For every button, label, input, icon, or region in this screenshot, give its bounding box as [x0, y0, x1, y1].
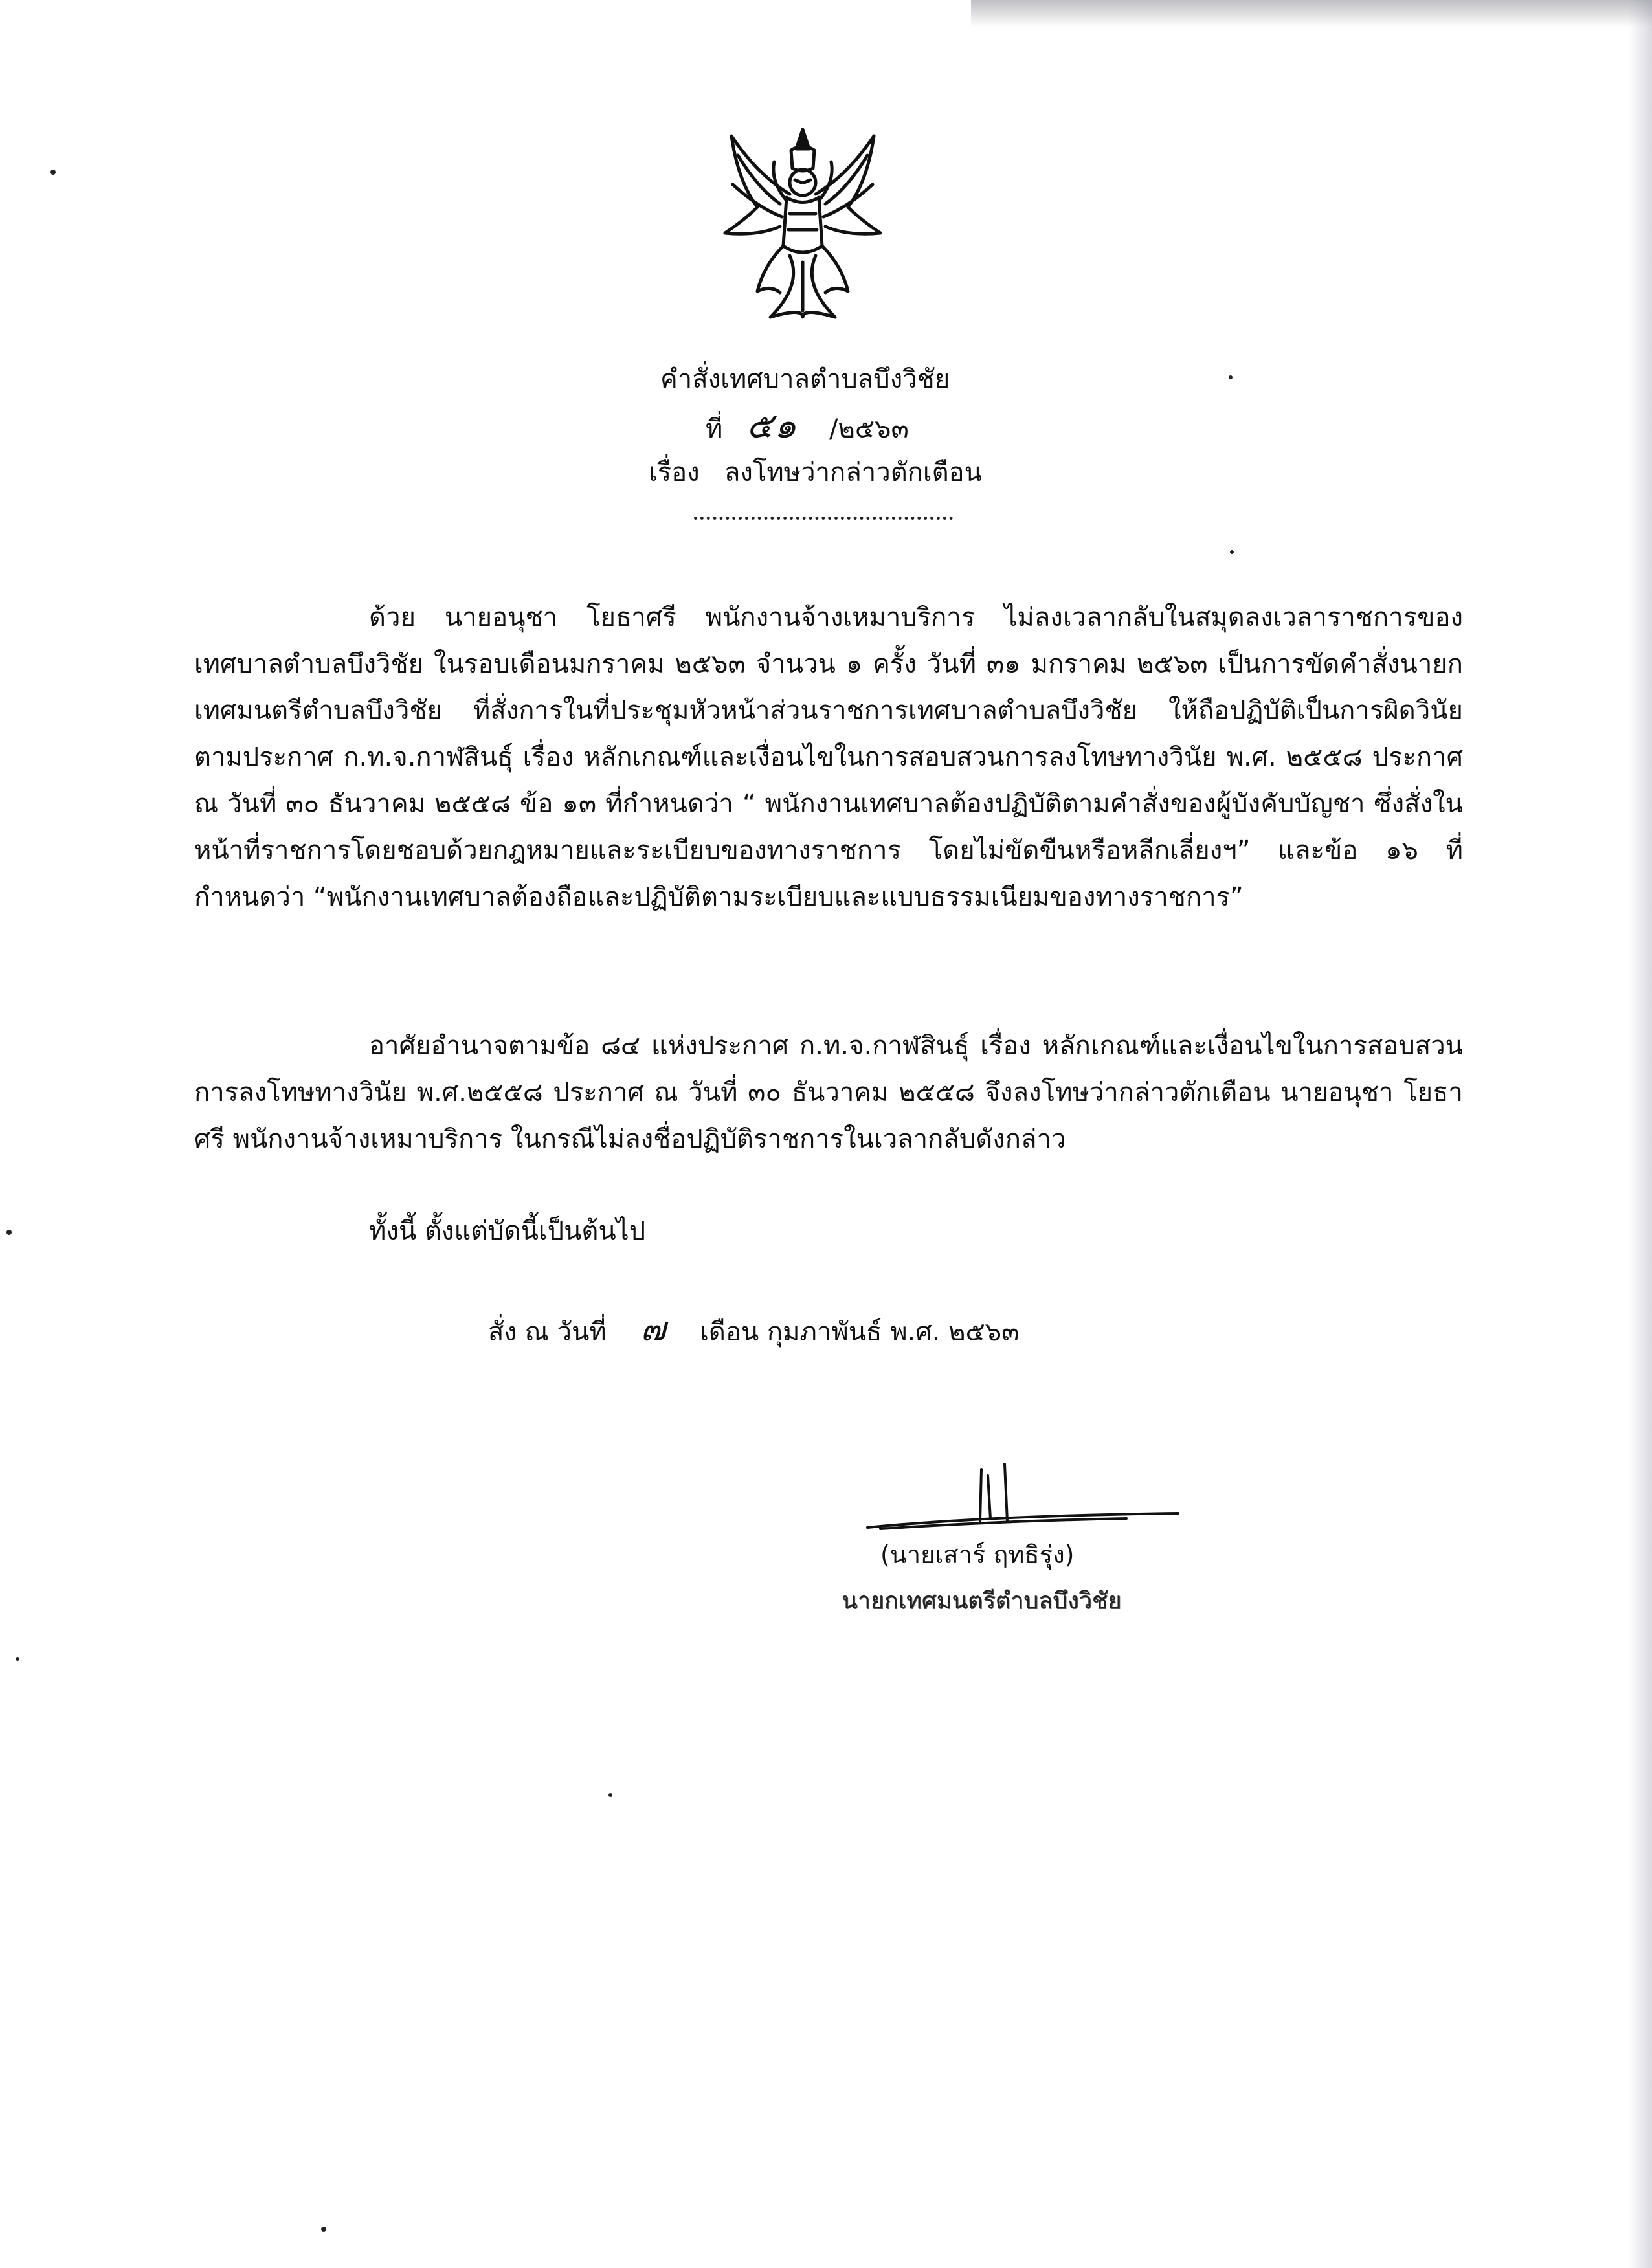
scan-speck [1229, 375, 1233, 379]
scan-speck [16, 1657, 19, 1661]
scan-speck [50, 170, 56, 175]
garuda-emblem-icon [719, 123, 887, 330]
dateline-day: ๗ [640, 1310, 666, 1349]
dateline-suffix: เดือน กุมภาพันธ์ พ.ศ. ๒๕๖๓ [700, 1317, 1020, 1347]
signer-name: (นายเสาร์ ฤทธิรุ่ง) [880, 1540, 1075, 1569]
order-year: /๒๕๖๓ [829, 414, 909, 444]
scan-speck [608, 1793, 612, 1797]
header-divider [694, 511, 953, 520]
scan-edge-shadow [1629, 0, 1652, 2268]
dateline-prefix: สั่ง ณ วันที่ [488, 1317, 607, 1347]
subject-label: เรื่อง [649, 458, 700, 487]
order-number-line [706, 406, 1094, 449]
order-title: คำสั่งเทศบาลตำบลบึงวิชัย [660, 364, 950, 394]
order-number-prefix: ที่ [706, 414, 723, 444]
body-paragraph-3: ทั้งนี้ ตั้งแต่บัดนี้เป็นต้นไป [369, 1216, 646, 1246]
signer-position: นายกเทศมนตรีตำบลบึงวิชัย [842, 1588, 1122, 1614]
scan-speck [6, 1230, 12, 1235]
body-paragraph-2: อาศัยอำนาจตามข้อ ๘๔ แห่งประกาศ ก.ท.จ.กาฬสินธุ์ เรื่อง หลักเกณฑ์และเงื่อนไขในการสอบสวนการลงโทษทางวินัย พ.ศ.๒๕๕๘ ประกาศ ณ วันที่ ๓๐ ธันวาคม ๒๕๕๘ จึงลงโทษว่ากล่าวตักเตือน นายอนุชา โยธาศรี พนักงานจ้างเหมาบริการ ในกรณีไม่ลงชื่อปฏิบัติราชการในเวลากลับดังกล่าว [194, 1031, 1463, 1154]
order-dateline [488, 1306, 1019, 1355]
body-paragraph-1: ด้วย นายอนุชา โยธาศรี พนักงานจ้างเหมาบริการ ไม่ลงเวลากลับในสมุดลงเวลาราชการของเทศบาลตำบลบึงวิชัย ในรอบเดือนมกราคม ๒๕๖๓ จำนวน ๑ ครั้ง วันที่ ๓๑ มกราคม ๒๕๖๓ เป็นการขัดคำสั่งนายกเทศมนตรีตำบลบึงวิชัย ที่สั่งการในที่ประชุมหัวหน้าส่วนราชการเทศบาลตำบลบึงวิชัย ให้ถือปฏิบัติเป็นการผิดวินัย ตามประกาศ ก.ท.จ.กาฬสินธุ์ เรื่อง หลักเกณฑ์และเงื่อนไขในการสอบสวนการลงโทษทางวินัย พ.ศ. ๒๕๕๘ ประกาศ ณ วันที่ ๓๐ ธันวาคม ๒๕๕๘ ข้อ ๑๓ ที่กำหนดว่า “ พนักงานเทศบาลต้องปฏิบัติตามคำสั่งของผู้บังคับบัญชา ซึ่งสั่งในหน้าที่ราชการโดยชอบด้วยกฎหมายและระเบียบของทางราชการ โดยไม่ขัดขืนหรือหลีกเลี่ยงฯ” และข้อ ๑๖ ที่กำหนดว่า “พนักงานเทศบาลต้องถือและปฏิบัติตามระเบียบและแบบธรรมเนียมของทางราชการ” [194, 603, 1463, 912]
scan-speck [1230, 550, 1234, 554]
order-subject-line [649, 453, 1102, 492]
scan-top-shadow [971, 0, 1652, 27]
scan-speck [321, 2227, 326, 2232]
subject-text: ลงโทษว่ากล่าวตักเตือน [724, 458, 982, 487]
order-number: ๕๑ [746, 405, 798, 446]
